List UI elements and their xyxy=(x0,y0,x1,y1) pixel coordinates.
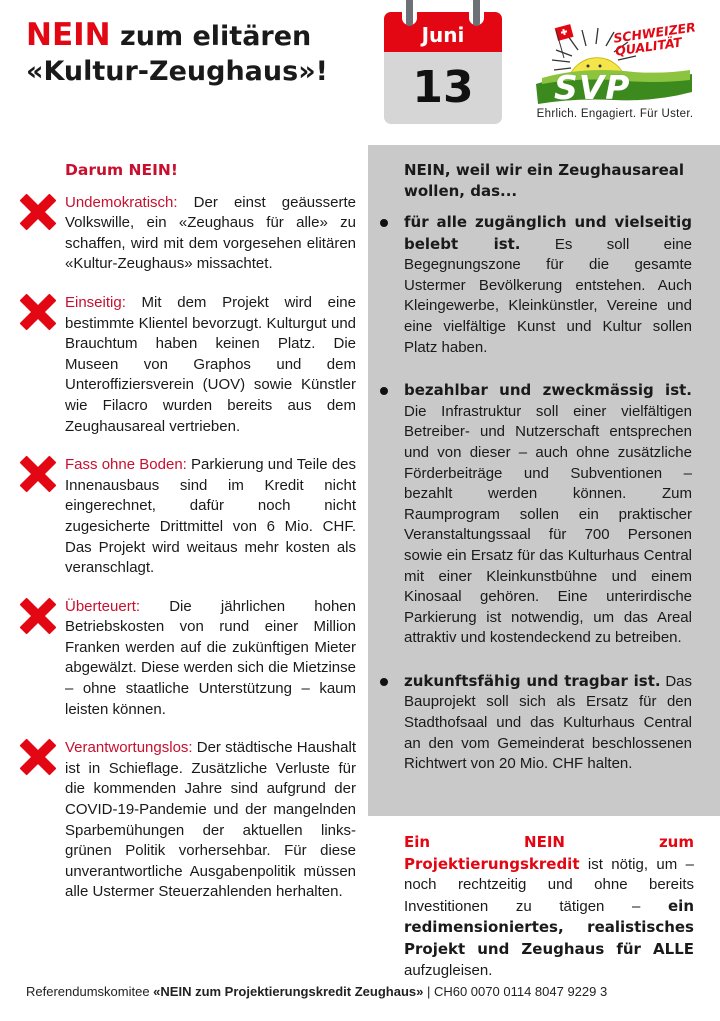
vision-panel xyxy=(368,145,720,816)
cross-icon xyxy=(19,193,57,231)
reason-keyword: Undemokratisch: xyxy=(65,193,178,211)
bullet-bold: für alle zugänglich und vielseitig belebt ist. xyxy=(404,213,692,253)
reason-item xyxy=(65,193,356,275)
calendar-ring xyxy=(406,0,413,26)
cross-icon xyxy=(19,597,57,635)
bullet-text: Die Infrastruktur soll einer vielfältigen Betreiber- und Nutzerschaft entsprechen und von dieser – auch ohne zusätzliche Förderbeiträge und Subventionen – bezahlt werden können. Zum Raumprogram sollen ein praktischer Veranstaltungssaal für 700 Personen sowie ein Ersatz für das Kulturhaus Central mit einer Kleinkunstbühne und einem Kinosaal gehören. Eine unterirdische Parkierung ist notwendig, um das Areal attraktiv und kostendeckend zu betreiben. xyxy=(404,402,692,647)
footer xyxy=(26,984,607,999)
reason-item xyxy=(65,293,356,437)
conclusion xyxy=(404,832,694,981)
reason-keyword: Verantwortungslos: xyxy=(65,739,193,757)
reason-text: Parkierung und Teile des Innenausbaus sind im Kredit nicht eingerechnet, dafür noch nicht zugesicherte Drittmittel von 6 Mio. CHF. Das Projekt wird weitaus mehr kosten als veranschlagt. xyxy=(65,456,356,577)
title-line1: zum elitären xyxy=(110,21,312,52)
bullet-bold: zukunftsfähig und tragbar ist. xyxy=(404,671,661,690)
logo-tagline: Ehrlich. Engagiert. Für Uster. xyxy=(536,108,694,120)
page-title xyxy=(26,18,328,90)
reason-keyword: Einseitig: xyxy=(65,293,126,311)
conclusion-red: Ein NEIN zum Projektierungskredit xyxy=(404,833,694,873)
calendar-day: 13 xyxy=(384,52,502,124)
cross-icon xyxy=(19,738,57,776)
conclusion-text1: ist nötig, um – noch rechtzeitig und ohne bereits Investitionen zu tätigen – xyxy=(404,855,694,915)
bullet-icon xyxy=(380,219,388,227)
vision-bullet xyxy=(404,212,692,358)
bullet-text: Das Bauprojekt soll sich als Ersatz für den Stadthofsaal und das Kulturhaus Central an den vom Gemeinderat beschlossenen Richtwert von 20 Mio. CHF halten. xyxy=(404,672,692,773)
logo-party: SVP xyxy=(554,68,631,107)
reason-keyword: Überteuert: xyxy=(65,597,141,615)
calendar-icon xyxy=(384,12,502,124)
cross-icon xyxy=(19,455,57,493)
vision-bullet xyxy=(404,380,692,649)
calendar-month: Juni xyxy=(384,12,502,52)
reason-keyword: Fass ohne Boden: xyxy=(65,456,187,474)
bullet-icon xyxy=(380,387,388,395)
logo-slogan: SCHWEIZER QUALITÄT xyxy=(612,19,697,59)
vision-heading: NEIN, weil wir ein Zeughausareal wollen, das... xyxy=(404,161,685,200)
footer-committee: «NEIN zum Projektierungskredit Zeughaus» xyxy=(153,984,424,999)
conclusion-text2: aufzugleisen. xyxy=(404,961,493,979)
calendar-ring xyxy=(473,0,480,26)
bullet-icon xyxy=(380,678,388,686)
footer-prefix: Referendumskomitee xyxy=(26,984,154,999)
bullet-text: Es soll eine Begegnungszone für die gesamte Ustermer Bevölkerung entstehen. Auch Kleingewerbe, Kleinkünstler, Vereine und eine vielfältige Kunst und Kultur sollen Platz haben. xyxy=(404,235,693,356)
reasons-column xyxy=(65,160,356,916)
reason-text: Mit dem Projekt wird eine bestimmte Klientel bevorzugt. Kulturgut und Brauchtum haben keinen Platz. Die Museen von Graphos und dem Unteroffiziersverein (UOV) sowie Künstler wie Filacro wurden bereits aus dem Zeughausareal vertrieben. xyxy=(65,293,356,435)
title-line2: «Kultur-Zeughaus»! xyxy=(26,56,328,87)
reason-item xyxy=(65,738,356,903)
reason-text: Der städtische Haushalt ist in Schieflage. Zusätzliche Verluste für die kommenden Jahre sind aufgrund der COVID-19-Pandemie und der mangelnden Sparbemühungen der aktuellen links-grünen Politik vorhersehbar. Für diese unverantwortliche Ausgabenpolitik müssen alle Ustermer Steuerzahlenden herhalten. xyxy=(65,739,356,901)
title-nein: NEIN xyxy=(26,17,111,53)
footer-iban: | CH60 0070 0114 8047 9229 3 xyxy=(423,984,608,999)
svp-logo xyxy=(534,19,697,128)
reasons-heading: Darum NEIN! xyxy=(65,161,178,179)
reason-item xyxy=(65,597,356,721)
bullet-bold: bezahlbar und zweckmässig ist. xyxy=(404,381,692,400)
cross-icon xyxy=(19,293,57,331)
reason-text: Die jährlichen hohen Betriebskosten von rund einer Million Franken werden auf die zukünftigen Mieter abgewälzt. Diese werden sich die Mietzinse – ohne staatliche Unterstützung – kaum leisten können. xyxy=(65,597,356,718)
reason-text: Der einst geäusserte Volkswille, ein «Zeughaus für alle» zu schaffen, wird mit dem vorgesehen elitären «Kultur-Zeughaus» missachtet. xyxy=(65,193,356,273)
reason-item xyxy=(65,455,356,579)
vision-bullet xyxy=(404,671,692,775)
conclusion-bold: ein redimensioniertes, realistisches Projekt und Zeughaus für ALLE xyxy=(404,896,694,958)
